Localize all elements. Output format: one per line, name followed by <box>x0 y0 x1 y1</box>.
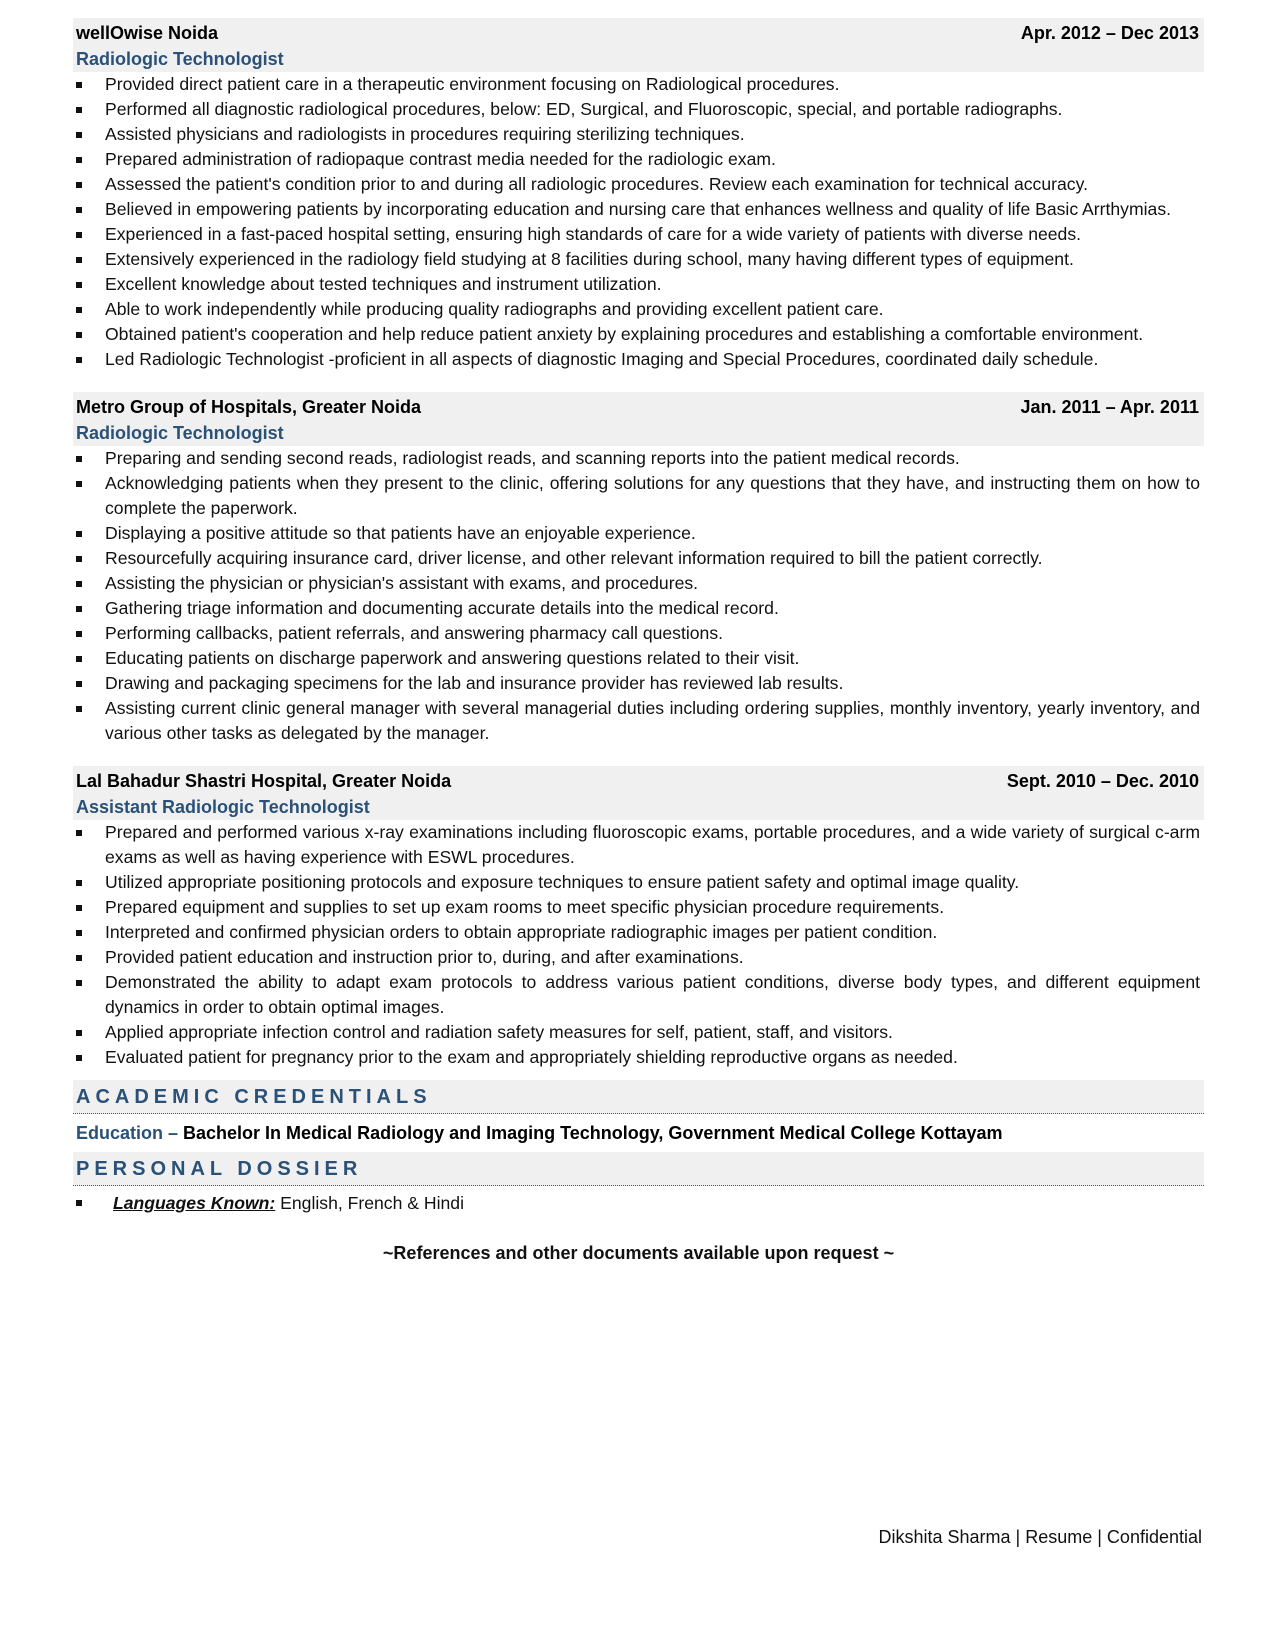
languages-value: English, French & Hindi <box>280 1193 464 1213</box>
employer-name: Metro Group of Hospitals, Greater Noida <box>76 397 422 417</box>
bullet-item: Led Radiologic Technologist -proficient in all aspects of diagnostic Imaging and Special Procedures, coordinated daily schedule. <box>73 347 1204 372</box>
bullet-item: Applied appropriate infection control and radiation safety measures for self, patient, staff, and visitors. <box>73 1020 1204 1045</box>
bullet-item: Gathering triage information and documenting accurate details into the medical record. <box>73 596 1204 621</box>
languages-item <box>73 1190 1204 1216</box>
bullet-item: Prepared equipment and supplies to set up exam rooms to meet specific physician procedure requirements. <box>73 895 1204 920</box>
employer-name: Lal Bahadur Shastri Hospital, Greater Noida <box>76 771 452 791</box>
bullet-item: Demonstrated the ability to adapt exam protocols to address various patient conditions, diverse body types, and different equipment dynamics in order to obtain optimal images. <box>73 970 1204 1020</box>
bullet-item: Prepared administration of radiopaque contrast media needed for the radiologic exam. <box>73 147 1204 172</box>
page-footer: Dikshita Sharma | Resume | Confidential <box>878 1527 1202 1547</box>
bullet-item: Displaying a positive attitude so that patients have an enjoyable experience. <box>73 521 1204 546</box>
references-note: ~References and other documents available upon request ~ <box>382 1243 895 1263</box>
job-title: Radiologic Technologist <box>76 49 284 69</box>
bullet-item: Interpreted and confirmed physician orders to obtain appropriate radiographic images per patient condition. <box>73 920 1204 945</box>
bullet-item: Extensively experienced in the radiology field studying at 8 facilities during school, many having different types of equipment. <box>73 247 1204 272</box>
job-bullets <box>73 820 1204 1070</box>
job-dates: Jan. 2011 – Apr. 2011 <box>1020 397 1199 417</box>
bullet-item: Excellent knowledge about tested techniques and instrument utilization. <box>73 272 1204 297</box>
bullet-item: Provided patient education and instruction prior to, during, and after examinations. <box>73 945 1204 970</box>
education-label: Education – <box>76 1123 179 1143</box>
bullet-item: Performing callbacks, patient referrals, and answering pharmacy call questions. <box>73 621 1204 646</box>
section-heading-personal: PERSONAL DOSSIER <box>73 1152 1204 1186</box>
job-entry <box>73 392 1204 746</box>
bullet-item: Assisting current clinic general manager with several managerial duties including ordering supplies, monthly inventory, yearly inventory, and various other tasks as delegated by the manager. <box>73 696 1204 746</box>
job-title: Radiologic Technologist <box>76 423 284 443</box>
job-header <box>73 766 1204 820</box>
employer-name: wellOwise Noida <box>76 23 219 43</box>
bullet-item: Utilized appropriate positioning protocols and exposure techniques to ensure patient safety and optimal image quality. <box>73 870 1204 895</box>
bullet-item: Acknowledging patients when they present to the clinic, offering solutions for any questions that they have, and instructing them on how to complete the paperwork. <box>73 471 1204 521</box>
bullet-item: Assisting the physician or physician's assistant with exams, and procedures. <box>73 571 1204 596</box>
education-value: Bachelor In Medical Radiology and Imaging Technology, Government Medical College Kottayam <box>183 1123 1003 1143</box>
bullet-item: Obtained patient's cooperation and help reduce patient anxiety by explaining procedures and establishing a comfortable environment. <box>73 322 1204 347</box>
bullet-item: Experienced in a fast-paced hospital setting, ensuring high standards of care for a wide variety of patients with diverse needs. <box>73 222 1204 247</box>
bullet-item: Educating patients on discharge paperwork and answering questions related to their visit. <box>73 646 1204 671</box>
bullet-item: Drawing and packaging specimens for the lab and insurance provider has reviewed lab results. <box>73 671 1204 696</box>
bullet-item: Performed all diagnostic radiological procedures, below: ED, Surgical, and Fluoroscopic, special, and portable radiographs. <box>73 97 1204 122</box>
languages-label: Languages Known: <box>113 1193 276 1213</box>
bullet-item: Able to work independently while producing quality radiographs and providing excellent patient care. <box>73 297 1204 322</box>
job-dates: Apr. 2012 – Dec 2013 <box>1020 23 1199 43</box>
bullet-item: Provided direct patient care in a therapeutic environment focusing on Radiological procedures. <box>73 72 1204 97</box>
job-title: Assistant Radiologic Technologist <box>76 797 370 817</box>
job-entry <box>73 18 1204 372</box>
bullet-item: Preparing and sending second reads, radiologist reads, and scanning reports into the patient medical records. <box>73 446 1204 471</box>
bullet-item: Prepared and performed various x-ray examinations including fluoroscopic exams, portable procedures, and a wide variety of surgical c-arm exams as well as having experience with ESWL procedures. <box>73 820 1204 870</box>
job-bullets <box>73 72 1204 372</box>
bullet-item: Evaluated patient for pregnancy prior to the exam and appropriately shielding reproductive organs as needed. <box>73 1045 1204 1070</box>
job-bullets <box>73 446 1204 746</box>
bullet-item: Believed in empowering patients by incorporating education and nursing care that enhances wellness and quality of life Basic Arrthymias. <box>73 197 1204 222</box>
section-heading-academic: ACADEMIC CREDENTIALS <box>73 1080 1204 1114</box>
job-dates: Sept. 2010 – Dec. 2010 <box>1006 771 1199 791</box>
bullet-item: Assessed the patient's condition prior to and during all radiologic procedures. Review each examination for technical accuracy. <box>73 172 1204 197</box>
job-header <box>73 18 1204 72</box>
education-line <box>73 1114 1204 1152</box>
bullet-item: Resourcefully acquiring insurance card, driver license, and other relevant information required to bill the patient correctly. <box>73 546 1204 571</box>
job-header <box>73 392 1204 446</box>
bullet-item: Assisted physicians and radiologists in procedures requiring sterilizing techniques. <box>73 122 1204 147</box>
resume-page <box>73 18 1204 1266</box>
job-entry <box>73 766 1204 1070</box>
